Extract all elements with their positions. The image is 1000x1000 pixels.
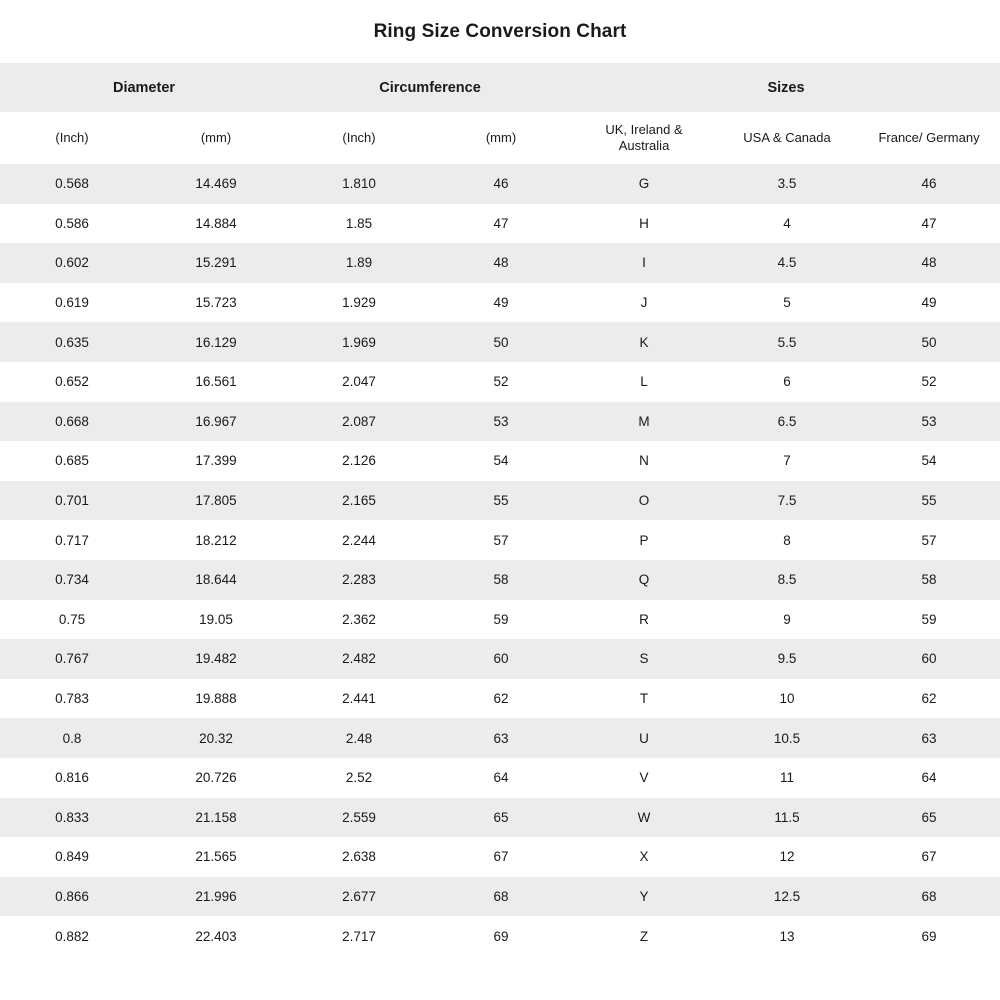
cell-diameter-mm: 14.469 — [195, 176, 237, 192]
cell-circumference-mm: 62 — [493, 691, 509, 707]
cell-circumference-mm: 53 — [493, 413, 509, 429]
cell-usa-size: 11 — [780, 770, 795, 786]
cell-circumference-inch: 2.362 — [342, 611, 376, 627]
cell-diameter-mm: 18.644 — [195, 572, 237, 588]
cell-circumference-mm: 67 — [493, 849, 509, 865]
cell-uk-size: L — [640, 374, 648, 390]
cell-france-germany-size: 64 — [921, 770, 937, 786]
cell-uk-size: U — [639, 730, 649, 746]
cell-circumference-mm: 46 — [493, 176, 509, 192]
cell-france-germany-size: 68 — [921, 888, 937, 904]
cell-circumference-inch: 2.52 — [345, 770, 373, 786]
cell-uk-size: Q — [638, 572, 650, 588]
cell-diameter-inch: 0.75 — [58, 611, 86, 627]
table-row — [0, 362, 1000, 402]
cell-diameter-inch: 0.849 — [55, 849, 89, 865]
cell-uk-size: V — [639, 770, 649, 786]
table-row — [0, 718, 1000, 758]
cell-circumference-mm: 60 — [493, 651, 509, 667]
sub-header-circumference-mm: (mm) — [485, 129, 517, 145]
group-header-row — [0, 63, 1000, 112]
cell-usa-size: 6.5 — [777, 413, 797, 429]
cell-diameter-inch: 0.619 — [55, 295, 89, 311]
cell-circumference-inch: 2.677 — [342, 888, 376, 904]
cell-diameter-inch: 0.833 — [55, 809, 89, 825]
cell-diameter-mm: 17.805 — [195, 493, 237, 509]
cell-uk-size: G — [638, 176, 650, 192]
cell-circumference-inch: 2.559 — [342, 809, 376, 825]
cell-diameter-inch: 0.602 — [55, 255, 89, 271]
cell-diameter-mm: 20.32 — [199, 730, 233, 746]
cell-uk-size: Z — [639, 928, 649, 944]
sub-header-uk-ireland-australia: UK, Ireland & Australia — [605, 121, 683, 153]
cell-usa-size: 5 — [783, 295, 791, 311]
cell-circumference-mm: 63 — [493, 730, 509, 746]
table-row — [0, 164, 1000, 204]
cell-france-germany-size: 62 — [921, 691, 937, 707]
cell-diameter-inch: 0.8 — [62, 730, 82, 746]
cell-france-germany-size: 49 — [921, 295, 937, 311]
table-row — [0, 600, 1000, 640]
table-row — [0, 402, 1000, 442]
cell-diameter-mm: 15.723 — [195, 295, 237, 311]
cell-usa-size: 6 — [783, 374, 791, 390]
cell-diameter-mm: 21.158 — [195, 809, 237, 825]
cell-circumference-mm: 55 — [493, 493, 509, 509]
cell-uk-size: T — [639, 691, 649, 707]
cell-diameter-mm: 22.403 — [195, 928, 237, 944]
cell-circumference-mm: 68 — [493, 888, 509, 904]
cell-diameter-inch: 0.767 — [55, 651, 89, 667]
cell-usa-size: 7 — [783, 453, 791, 469]
cell-france-germany-size: 67 — [921, 849, 937, 865]
cell-circumference-inch: 2.244 — [342, 532, 376, 548]
ring-size-conversion-table — [0, 63, 1000, 956]
table-row — [0, 679, 1000, 719]
cell-circumference-inch: 1.969 — [342, 334, 376, 350]
cell-france-germany-size: 60 — [921, 651, 937, 667]
table-row — [0, 204, 1000, 244]
cell-diameter-mm: 16.967 — [195, 413, 237, 429]
cell-diameter-mm: 19.482 — [195, 651, 237, 667]
cell-uk-size: O — [638, 493, 650, 509]
sub-header-france-germany: France/ Germany — [878, 129, 980, 145]
group-header-sizes: Sizes — [767, 79, 805, 96]
cell-circumference-mm: 69 — [493, 928, 509, 944]
cell-circumference-inch: 2.283 — [342, 572, 376, 588]
cell-uk-size: I — [642, 255, 646, 271]
sub-header-usa-canada: USA & Canada — [743, 129, 831, 145]
cell-diameter-inch: 0.882 — [55, 928, 89, 944]
table-row — [0, 837, 1000, 877]
cell-circumference-mm: 48 — [493, 255, 509, 271]
table-body — [0, 164, 1000, 956]
cell-uk-size: P — [639, 532, 649, 548]
cell-diameter-inch: 0.685 — [55, 453, 89, 469]
cell-diameter-inch: 0.717 — [55, 532, 89, 548]
cell-usa-size: 10 — [779, 691, 795, 707]
cell-uk-size: K — [639, 334, 649, 350]
cell-uk-size: J — [640, 295, 648, 311]
cell-france-germany-size: 53 — [921, 413, 937, 429]
cell-circumference-inch: 1.810 — [342, 176, 376, 192]
sub-header-diameter-mm: (mm) — [200, 129, 232, 145]
group-header-circumference: Circumference — [379, 79, 481, 96]
cell-circumference-mm: 65 — [493, 809, 509, 825]
cell-diameter-mm: 16.561 — [195, 374, 237, 390]
cell-circumference-inch: 2.482 — [342, 651, 376, 667]
cell-france-germany-size: 59 — [921, 611, 937, 627]
table-row — [0, 877, 1000, 917]
cell-circumference-mm: 59 — [493, 611, 509, 627]
cell-diameter-inch: 0.783 — [55, 691, 89, 707]
cell-usa-size: 13 — [779, 928, 795, 944]
cell-diameter-mm: 15.291 — [195, 255, 237, 271]
cell-circumference-mm: 52 — [493, 374, 509, 390]
cell-france-germany-size: 47 — [921, 215, 937, 231]
cell-uk-size: H — [639, 215, 649, 231]
sub-header-circumference-inch: (Inch) — [342, 129, 376, 145]
cell-france-germany-size: 46 — [921, 176, 937, 192]
cell-circumference-inch: 2.48 — [345, 730, 373, 746]
cell-france-germany-size: 48 — [921, 255, 937, 271]
table-row — [0, 916, 1000, 956]
cell-circumference-inch: 1.929 — [342, 295, 376, 311]
cell-usa-size: 4.5 — [777, 255, 797, 271]
cell-circumference-inch: 1.89 — [345, 255, 373, 271]
cell-uk-size: S — [639, 651, 649, 667]
table-row — [0, 481, 1000, 521]
cell-diameter-inch: 0.734 — [55, 572, 89, 588]
cell-usa-size: 9.5 — [777, 651, 797, 667]
cell-diameter-inch: 0.866 — [55, 888, 89, 904]
cell-circumference-inch: 1.85 — [345, 215, 373, 231]
cell-circumference-inch: 2.126 — [342, 453, 376, 469]
cell-france-germany-size: 58 — [921, 572, 937, 588]
cell-uk-size: X — [639, 849, 649, 865]
table-row — [0, 520, 1000, 560]
cell-france-germany-size: 54 — [921, 453, 937, 469]
cell-circumference-inch: 2.638 — [342, 849, 376, 865]
cell-diameter-inch: 0.668 — [55, 413, 89, 429]
cell-france-germany-size: 50 — [921, 334, 937, 350]
cell-diameter-mm: 19.05 — [199, 611, 233, 627]
cell-diameter-mm: 20.726 — [195, 770, 237, 786]
page-title: Ring Size Conversion Chart — [373, 21, 627, 42]
cell-usa-size: 9 — [783, 611, 791, 627]
cell-circumference-inch: 2.087 — [342, 413, 376, 429]
cell-circumference-inch: 2.047 — [342, 374, 376, 390]
table-row — [0, 243, 1000, 283]
cell-diameter-inch: 0.635 — [55, 334, 89, 350]
cell-circumference-inch: 2.717 — [342, 928, 376, 944]
cell-usa-size: 3.5 — [777, 176, 797, 192]
table-row — [0, 560, 1000, 600]
table-header — [0, 63, 1000, 164]
cell-diameter-mm: 18.212 — [195, 532, 237, 548]
cell-usa-size: 11.5 — [774, 809, 800, 825]
cell-uk-size: R — [639, 611, 649, 627]
cell-france-germany-size: 55 — [921, 493, 937, 509]
cell-circumference-mm: 50 — [493, 334, 509, 350]
cell-circumference-mm: 58 — [493, 572, 509, 588]
cell-usa-size: 8 — [783, 532, 791, 548]
group-header-diameter: Diameter — [112, 79, 176, 96]
cell-circumference-mm: 47 — [493, 215, 509, 231]
cell-usa-size: 12 — [779, 849, 795, 865]
table-row — [0, 798, 1000, 838]
cell-uk-size: Y — [639, 888, 649, 904]
cell-circumference-mm: 57 — [493, 532, 509, 548]
cell-uk-size: N — [639, 453, 649, 469]
cell-diameter-mm: 16.129 — [195, 334, 237, 350]
cell-circumference-inch: 2.441 — [342, 691, 376, 707]
cell-circumference-mm: 49 — [493, 295, 509, 311]
cell-usa-size: 8.5 — [777, 572, 797, 588]
cell-france-germany-size: 69 — [921, 928, 937, 944]
cell-usa-size: 10.5 — [773, 730, 801, 746]
cell-uk-size: M — [638, 413, 650, 429]
cell-uk-size: W — [637, 809, 651, 825]
sub-header-row — [0, 112, 1000, 164]
cell-usa-size: 4 — [783, 215, 791, 231]
cell-diameter-mm: 21.565 — [195, 849, 237, 865]
cell-usa-size: 12.5 — [773, 888, 801, 904]
cell-diameter-mm: 17.399 — [195, 453, 237, 469]
table-row — [0, 639, 1000, 679]
cell-diameter-inch: 0.568 — [55, 176, 89, 192]
cell-diameter-mm: 14.884 — [195, 215, 237, 231]
cell-usa-size: 7.5 — [777, 493, 797, 509]
cell-france-germany-size: 57 — [921, 532, 937, 548]
sub-header-diameter-inch: (Inch) — [55, 129, 89, 145]
table-row — [0, 758, 1000, 798]
cell-circumference-inch: 2.165 — [342, 493, 376, 509]
cell-france-germany-size: 65 — [921, 809, 937, 825]
cell-diameter-inch: 0.652 — [55, 374, 89, 390]
table-row — [0, 322, 1000, 362]
cell-diameter-mm: 19.888 — [195, 691, 237, 707]
cell-diameter-inch: 0.586 — [55, 215, 89, 231]
cell-usa-size: 5.5 — [777, 334, 797, 350]
table-row — [0, 441, 1000, 481]
cell-diameter-mm: 21.996 — [195, 888, 237, 904]
cell-circumference-mm: 54 — [493, 453, 509, 469]
cell-diameter-inch: 0.701 — [55, 493, 89, 509]
cell-circumference-mm: 64 — [493, 770, 509, 786]
cell-france-germany-size: 52 — [921, 374, 937, 390]
cell-france-germany-size: 63 — [921, 730, 937, 746]
table-row — [0, 283, 1000, 323]
cell-diameter-inch: 0.816 — [55, 770, 89, 786]
